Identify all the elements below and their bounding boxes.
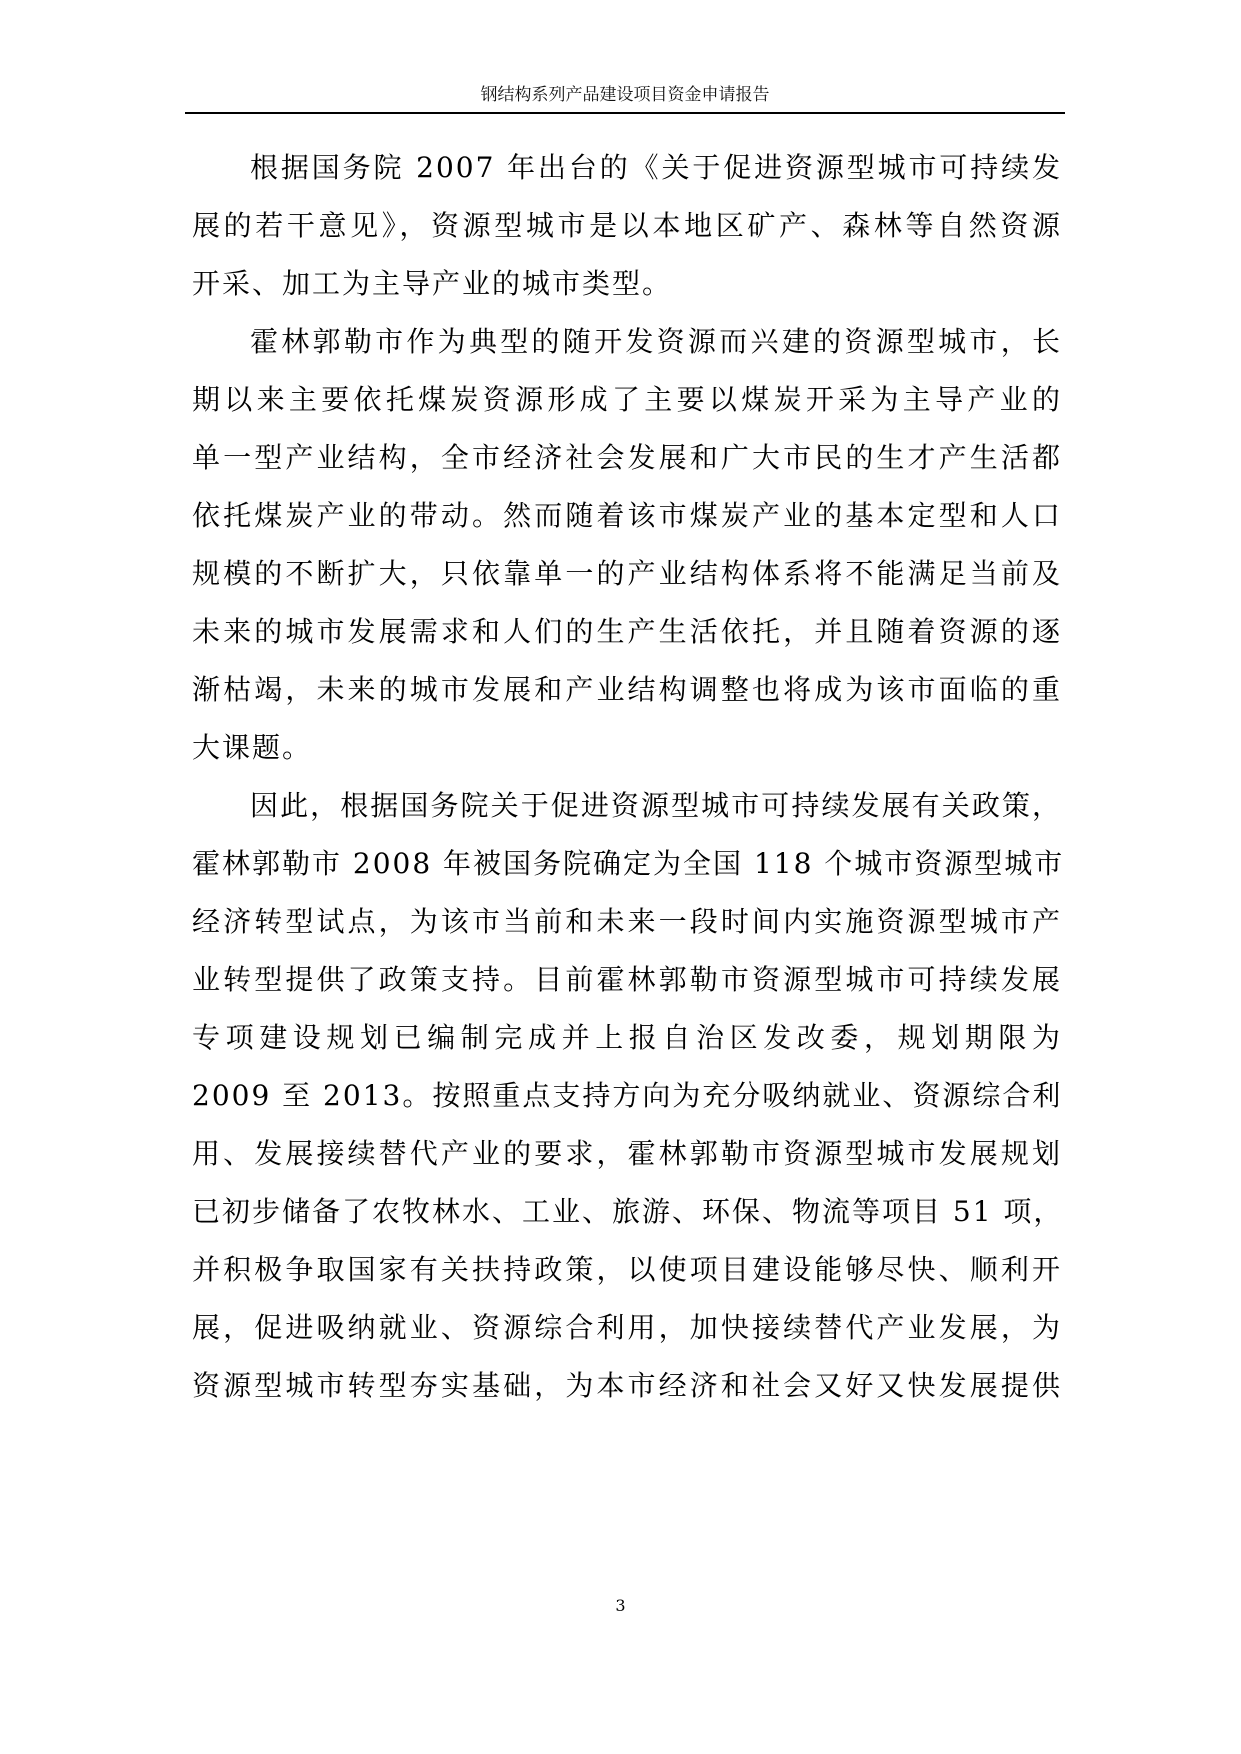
paragraph-3-line-6: 2009 至 2013。按照重点支持方向为充分吸纳就业、资源综合利 — [192, 1079, 1063, 1112]
paragraph-2-line-4: 依托煤炭产业的带动。然而随着该市煤炭产业的基本定型和人口 — [192, 499, 1062, 532]
paragraph-3-line-10: 展，促进吸纳就业、资源综合利用，加快接续替代产业发展，为 — [192, 1311, 1062, 1344]
page-header-title: 钢结构系列产品建设项目资金申请报告 — [480, 85, 770, 105]
paragraph-3-line-1: 因此，根据国务院关于促进资源型城市可持续发展有关政策， — [250, 789, 1062, 822]
paragraph-3-line-11: 资源型城市转型夯实基础，为本市经济和社会又好又快发展提供 — [192, 1369, 1062, 1402]
paragraph-2-line-7: 渐枯竭，未来的城市发展和产业结构调整也将成为该市面临的重 — [192, 673, 1062, 706]
paragraph-1-line-3: 开采、加工为主导产业的城市类型。 — [192, 267, 673, 300]
page-number: 3 — [615, 1596, 626, 1615]
paragraph-2-line-2: 期以来主要依托煤炭资源形成了主要以煤炭开采为主导产业的 — [192, 383, 1062, 416]
paragraph-2-line-8: 大课题。 — [192, 731, 313, 764]
paragraph-3-line-8: 已初步储备了农牧林水、工业、旅游、环保、物流等项目 51 项， — [192, 1195, 1064, 1228]
paragraph-3-line-3: 经济转型试点，为该市当前和未来一段时间内实施资源型城市产 — [192, 905, 1062, 938]
paragraph-2-line-6: 未来的城市发展需求和人们的生产生活依托，并且随着资源的逐 — [192, 615, 1062, 648]
paragraph-2-line-1: 霍林郭勒市作为典型的随开发资源而兴建的资源型城市，长 — [250, 325, 1062, 358]
paragraph-3-line-7: 用、发展接续替代产业的要求，霍林郭勒市资源型城市发展规划 — [192, 1137, 1062, 1170]
paragraph-1-line-2: 展的若干意见》，资源型城市是以本地区矿产、森林等自然资源 — [192, 209, 1062, 242]
paragraph-3-line-9: 并积极争取国家有关扶持政策，以使项目建设能够尽快、顺利开 — [192, 1253, 1062, 1286]
paragraph-1-line-1: 根据国务院 2007 年出台的《关于促进资源型城市可持续发 — [250, 151, 1062, 184]
paragraph-3-line-5: 专项建设规划已编制完成并上报自治区发改委，规划期限为 — [192, 1021, 1062, 1054]
paragraph-2-line-3: 单一型产业结构，全市经济社会发展和广大市民的生才产生活都 — [192, 441, 1062, 474]
paragraph-3-line-4: 业转型提供了政策支持。目前霍林郭勒市资源型城市可持续发展 — [192, 963, 1062, 996]
paragraph-3-line-2: 霍林郭勒市 2008 年被国务院确定为全国 118 个城市资源型城市 — [192, 847, 1065, 880]
header-divider — [185, 112, 1065, 114]
paragraph-2-line-5: 规模的不断扩大，只依靠单一的产业结构体系将不能满足当前及 — [192, 557, 1062, 590]
